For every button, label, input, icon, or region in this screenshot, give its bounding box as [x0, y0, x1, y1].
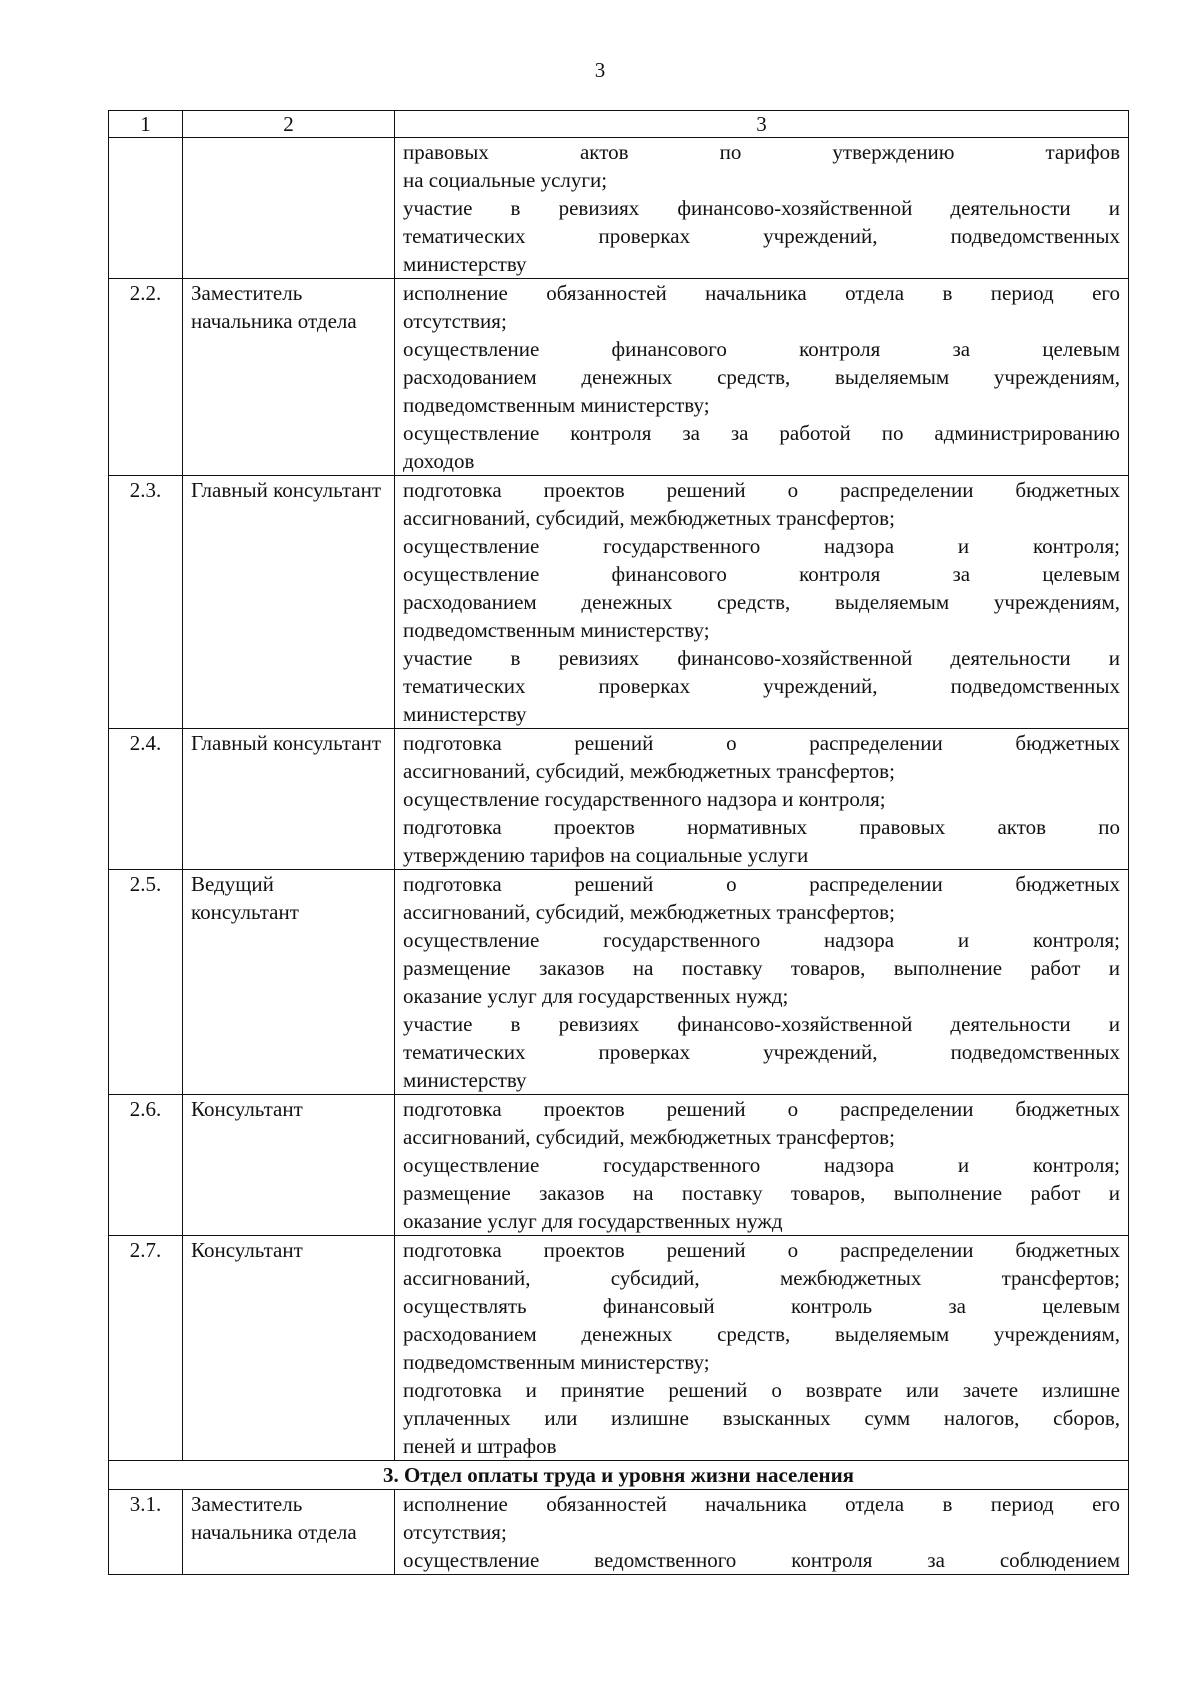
row-number: 2.3.: [109, 476, 183, 729]
table-row: [109, 138, 1129, 279]
duty-line: утверждению тарифов на социальные услуги: [403, 843, 809, 867]
column-header-position: 2: [183, 111, 395, 138]
duties-cell: [395, 870, 1129, 1095]
row-number: [109, 138, 183, 279]
duty-line: тематических проверках учреждений, подведомственных: [403, 224, 1120, 248]
table-row: [109, 1095, 1129, 1236]
duty-line: подготовка решений о распределении бюджетных: [403, 872, 1120, 896]
duties-cell: [395, 279, 1129, 476]
duties-table-body: [109, 111, 1129, 1575]
table-row: [109, 476, 1129, 729]
duty-line: подготовка проектов решений о распределении бюджетных: [403, 1097, 1120, 1121]
row-number: 2.6.: [109, 1095, 183, 1236]
duty-line: исполнение обязанностей начальника отдела в период его: [403, 281, 1120, 305]
table-row: [109, 1236, 1129, 1461]
column-header-duties: 3: [395, 111, 1129, 138]
position-title: Консультант: [183, 1236, 395, 1461]
duty-line: подготовка решений о распределении бюджетных: [403, 731, 1120, 755]
duty-line: расходованием денежных средств, выделяемым учреждениям,: [403, 365, 1120, 389]
duty-line: подготовка проектов решений о распределении бюджетных: [403, 478, 1120, 502]
duty-line: осуществление финансового контроля за целевым: [403, 337, 1120, 361]
duty-line: тематических проверках учреждений, подведомственных: [403, 674, 1120, 698]
duty-line: подготовка и принятие решений о возврате или зачете излишне: [403, 1378, 1120, 1402]
duty-line: министерству: [403, 1068, 527, 1092]
row-number: 2.4.: [109, 729, 183, 870]
duty-line: осуществлять финансовый контроль за целевым: [403, 1294, 1120, 1318]
table-row: [109, 1490, 1129, 1575]
duty-line: осуществление ведомственного контроля за соблюдением: [403, 1548, 1120, 1572]
column-header-number: 1: [109, 111, 183, 138]
section-header-row: [109, 1461, 1129, 1490]
duty-line: ассигнований, субсидий, межбюджетных трансфертов;: [403, 759, 895, 783]
duty-line: пеней и штрафов: [403, 1434, 557, 1458]
duty-line: участие в ревизиях финансово-хозяйственной деятельности и: [403, 646, 1120, 670]
duty-line: подведомственным министерству;: [403, 1350, 710, 1374]
duty-line: осуществление государственного надзора и контроля;: [403, 1153, 1120, 1177]
duty-line: исполнение обязанностей начальника отдела в период его: [403, 1492, 1120, 1516]
duties-cell: [395, 1095, 1129, 1236]
duties-cell: [395, 138, 1129, 279]
page-number: 3: [594, 58, 606, 82]
duties-cell: [395, 476, 1129, 729]
table-row: [109, 870, 1129, 1095]
duties-cell: [395, 729, 1129, 870]
duty-line: участие в ревизиях финансово-хозяйственной деятельности и: [403, 1012, 1120, 1036]
duty-line: оказание услуг для государственных нужд;: [403, 984, 789, 1008]
duty-line: министерству: [403, 702, 527, 726]
duty-line: расходованием денежных средств, выделяемым учреждениям,: [403, 590, 1120, 614]
position-title: Ведущий консультант: [183, 870, 395, 1095]
position-title: [183, 138, 395, 279]
duty-line: осуществление финансового контроля за целевым: [403, 562, 1120, 586]
row-number: 2.7.: [109, 1236, 183, 1461]
duty-line: осуществление государственного надзора и контроля;: [403, 534, 1120, 558]
duty-line: на социальные услуги;: [403, 168, 608, 192]
duties-cell: [395, 1236, 1129, 1461]
duty-line: подготовка проектов нормативных правовых актов по: [403, 815, 1120, 839]
duty-line: оказание услуг для государственных нужд: [403, 1209, 783, 1233]
position-title: Главный консультант: [183, 476, 395, 729]
duty-line: подведомственным министерству;: [403, 393, 710, 417]
row-number: 3.1.: [109, 1490, 183, 1575]
duty-line: осуществление контроля за за работой по администрированию: [403, 421, 1120, 445]
position-title: Заместитель начальника отдела: [183, 1490, 395, 1575]
duty-line: участие в ревизиях финансово-хозяйственной деятельности и: [403, 196, 1120, 220]
table-row: [109, 729, 1129, 870]
position-title: Заместитель начальника отдела: [183, 279, 395, 476]
duty-line: осуществление государственного надзора и контроля;: [403, 928, 1120, 952]
duty-line: осуществление государственного надзора и контроля;: [403, 787, 886, 811]
duties-table: [108, 110, 1129, 1575]
position-title: Консультант: [183, 1095, 395, 1236]
duty-line: правовых актов по утверждению тарифов: [403, 140, 1120, 164]
position-title: Главный консультант: [183, 729, 395, 870]
duty-line: расходованием денежных средств, выделяемым учреждениям,: [403, 1322, 1120, 1346]
duty-line: отсутствия;: [403, 309, 507, 333]
duty-line: ассигнований, субсидий, межбюджетных трансфертов;: [403, 1266, 1120, 1290]
duty-line: отсутствия;: [403, 1520, 507, 1544]
row-number: 2.2.: [109, 279, 183, 476]
duty-line: размещение заказов на поставку товаров, выполнение работ и: [403, 1181, 1120, 1205]
duty-line: ассигнований, субсидий, межбюджетных трансфертов;: [403, 506, 895, 530]
duty-line: ассигнований, субсидий, межбюджетных трансфертов;: [403, 900, 895, 924]
duty-line: тематических проверках учреждений, подведомственных: [403, 1040, 1120, 1064]
duty-line: ассигнований, субсидий, межбюджетных трансфертов;: [403, 1125, 895, 1149]
duties-cell: [395, 1490, 1129, 1575]
section-title: 3. Отдел оплаты труда и уровня жизни населения: [109, 1461, 1129, 1490]
duty-line: уплаченных или излишне взысканных сумм налогов, сборов,: [403, 1406, 1120, 1430]
table-header-row: [109, 111, 1129, 138]
duty-line: размещение заказов на поставку товаров, выполнение работ и: [403, 956, 1120, 980]
table-row: [109, 279, 1129, 476]
duty-line: доходов: [403, 449, 475, 473]
row-number: 2.5.: [109, 870, 183, 1095]
duty-line: подготовка проектов решений о распределении бюджетных: [403, 1238, 1120, 1262]
duty-line: подведомственным министерству;: [403, 618, 710, 642]
duty-line: министерству: [403, 252, 527, 276]
